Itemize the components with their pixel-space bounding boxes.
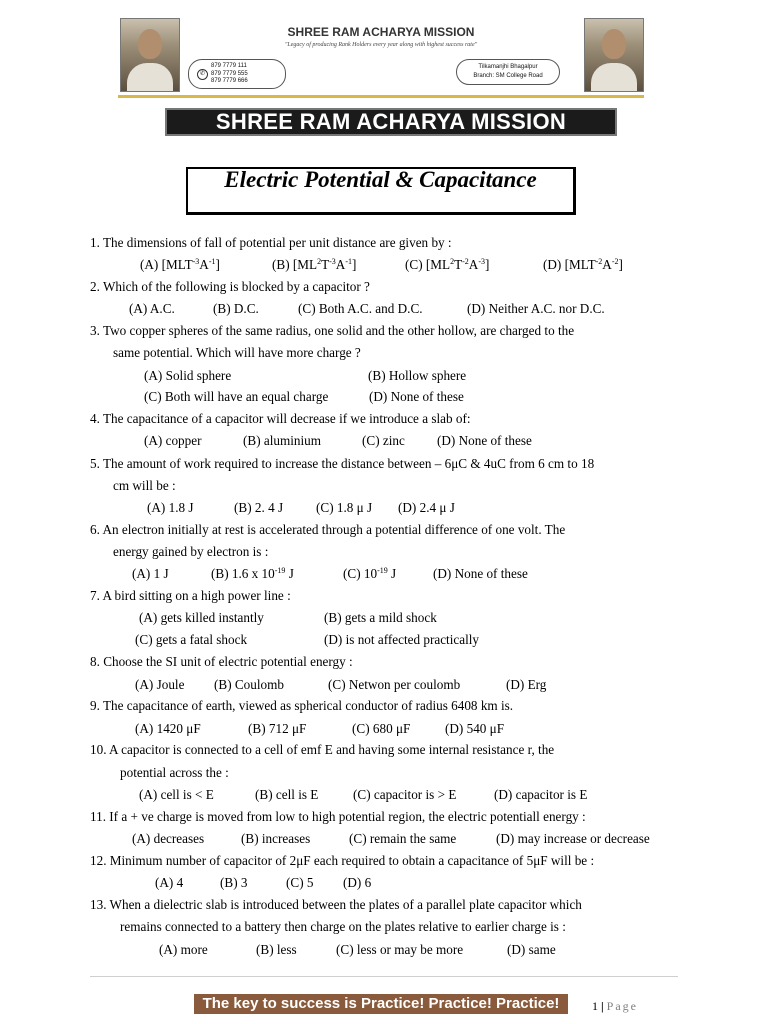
phone-number-list [211, 63, 248, 86]
question-text-continued: potential across the : [120, 765, 229, 780]
option-d: (D) Neither A.C. nor D.C. [467, 301, 605, 316]
address-box [456, 59, 560, 85]
banner-tagline: "Legacy of producing Rank Holders every year along with highest success rate" [284, 42, 478, 48]
option-b: (B) less [256, 942, 297, 957]
option-a: (A) 4 [155, 875, 184, 890]
question-text: 7. A bird sitting on a high power line : [90, 588, 291, 603]
address-line: Branch: SM College Road [473, 73, 543, 79]
option-a: (A) 1.8 J [147, 500, 194, 515]
question-text: 1. The dimensions of fall of potential per unit distance are given by : [90, 235, 452, 250]
option-c: (C) 5 [286, 875, 314, 890]
question-text-continued: cm will be : [113, 478, 176, 493]
option-d: (D) 540 μF [445, 721, 505, 736]
option-d: (D) None of these [369, 389, 464, 404]
address-line: Tilkamanjhi Bhagalpur [478, 64, 538, 70]
option-d: (D) Erg [506, 677, 547, 692]
phone-number: 879 7779 555 [211, 70, 248, 77]
question-text: 6. An electron initially at rest is accelerated through a potential difference of one volt. The [90, 522, 566, 537]
option-b: (B) 1.6 x $10^{-19}$ J [211, 566, 294, 581]
founder-portrait-right [584, 18, 644, 92]
option-d: (D) 6 [343, 875, 372, 890]
page-number: 1 [592, 999, 598, 1013]
option-d: (D) $[MLT^{-2}A^{-2}]$ [543, 257, 623, 272]
phone-number: 879 7779 111 [211, 63, 247, 69]
option-b: (B) 712 μF [248, 721, 307, 736]
question-text: 13. When a dielectric slab is introduced between the plates of a parallel plate capacitor which [90, 897, 582, 912]
option-d: (D) may increase or decrease [496, 831, 650, 846]
question-text-continued: energy gained by electron is : [113, 544, 269, 559]
question-text: 10. A capacitor is connected to a cell of emf E and having some internal resistance r, the [90, 742, 555, 757]
question-text: 9. The capacitance of earth, viewed as spherical conductor of radius 6408 km is. [90, 698, 514, 713]
phone-numbers-box [188, 59, 286, 89]
option-b: (B) gets a mild shock [324, 610, 437, 625]
option-a: (A) 1 J [132, 566, 169, 581]
phone-number: 879 7779 666 [211, 78, 248, 84]
question-text-continued: remains connected to a battery then charge on the plates relative to earlier charge is : [120, 919, 566, 934]
option-d: (D) same [507, 942, 556, 957]
question-text: 3. Two copper spheres of the same radius, one solid and the other hollow, are charged to the [90, 323, 575, 338]
portrait-cloth [591, 63, 637, 91]
subject-title: Electric Potential & Capacitance [224, 167, 537, 192]
option-b: (B) Hollow sphere [368, 368, 467, 383]
page-number-footer [592, 999, 638, 1014]
page-word: Page [606, 999, 638, 1013]
option-d: (D) is not affected practically [324, 632, 480, 647]
mission-title-bar: SHREE RAM ACHARYA MISSION [165, 108, 617, 136]
option-a: (A) gets killed instantly [139, 610, 264, 625]
option-c: (C) zinc [362, 433, 405, 448]
option-a: (A) Joule [135, 677, 185, 692]
option-b: (B) increases [241, 831, 311, 846]
option-b: (B) cell is E [255, 787, 319, 802]
option-b: (B) aluminium [243, 433, 322, 448]
option-a: (A) $[MLT^{-3}A^{-1}]$ [140, 257, 220, 272]
footer-slogan: The key to success is Practice! Practice! Practice! [194, 994, 568, 1014]
portrait-cloth [127, 63, 173, 91]
option-a: (A) copper [144, 433, 202, 448]
option-c: (C) less or may be more [336, 942, 464, 957]
question-text-continued: same potential. Which will have more charge ? [113, 345, 361, 360]
option-d: (D) capacitor is E [494, 787, 588, 802]
option-d: (D) None of these [437, 433, 532, 448]
option-c: (C) remain the same [349, 831, 457, 846]
option-a: (A) decreases [132, 831, 205, 846]
option-c: (C) capacitor is > E [353, 787, 457, 802]
footer-divider [90, 976, 678, 977]
option-c: (C) 1.8 μ J [316, 500, 373, 515]
banner-title: SHREE RAM ACHARYA MISSION [287, 25, 475, 39]
option-c: (C) Netwon per coulomb [328, 677, 461, 692]
portrait-face [602, 29, 626, 59]
option-a: (A) Solid sphere [144, 368, 232, 383]
question-text: 2. Which of the following is blocked by a capacitor ? [90, 279, 370, 294]
option-d: (D) None of these [433, 566, 528, 581]
option-b: (B) Coulomb [214, 677, 284, 692]
question-text: 8. Choose the SI unit of electric potential energy : [90, 654, 353, 669]
option-a: (A) more [159, 942, 208, 957]
subject-title-box [186, 167, 576, 215]
question-text: 4. The capacitance of a capacitor will decrease if we introduce a slab of: [90, 411, 471, 426]
option-a: (A) cell is < E [139, 787, 214, 802]
option-c: (C) $10^{-19}$ J [343, 566, 397, 581]
option-b: (B) 3 [220, 875, 248, 890]
header-banner [118, 15, 644, 98]
option-c: (C) $[ML^2T^{-2}A^{-3}]$ [405, 257, 490, 272]
option-d: (D) 2.4 μ J [398, 500, 455, 515]
option-c: (C) 680 μF [352, 721, 411, 736]
question-text: 5. The amount of work required to increase the distance between – 6μC & 4uC from 6 cm to 18 [90, 456, 595, 471]
option-b: (B) $[ML^2T^{-3}A^{-1}]$ [272, 257, 357, 272]
option-a: (A) A.C. [129, 301, 175, 316]
option-c: (C) Both will have an equal charge [144, 389, 329, 404]
option-b: (B) D.C. [213, 301, 259, 316]
question-text: 11. If a + ve charge is moved from low to high potential region, the electric potentiall energy : [90, 809, 586, 824]
option-c: (C) Both A.C. and D.C. [298, 301, 423, 316]
page-separator: | [601, 999, 604, 1013]
option-b: (B) 2. 4 J [234, 500, 284, 515]
option-c: (C) gets a fatal shock [135, 632, 248, 647]
phone-icon: ✆ [197, 69, 208, 80]
option-a: (A) 1420 μF [135, 721, 201, 736]
question-text: 12. Minimum number of capacitor of 2μF each required to obtain a capacitance of 5μF will be : [90, 853, 595, 868]
